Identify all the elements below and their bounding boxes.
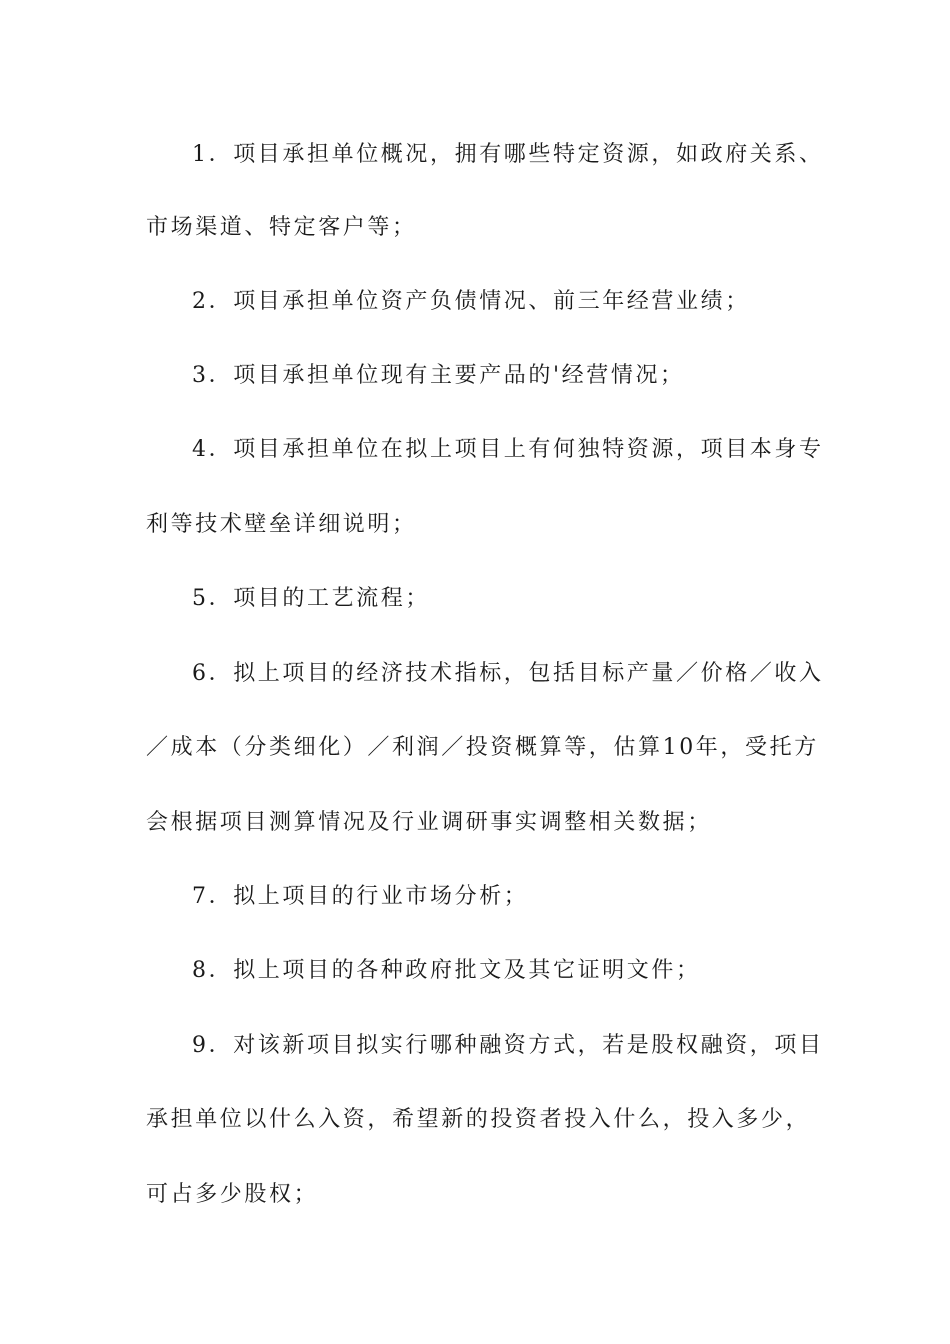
item-4-line-1: 4．项目承担单位在拟上项目上有何独特资源，项目本身专 (192, 437, 824, 462)
item-9-line-3: 可占多少股权； (146, 1182, 319, 1207)
item-6-line-3: 会根据项目测算情况及行业调研事实调整相关数据； (146, 810, 712, 835)
item-9-line-1: 9．对该新项目拟实行哪种融资方式，若是股权融资，项目 (192, 1033, 824, 1058)
item-1-line-1: 1．项目承担单位概况，拥有哪些特定资源，如政府关系、 (192, 142, 824, 167)
item-6-line-2: ／成本（分类细化）／利润／投资概算等，估算10年，受托方 (146, 735, 819, 760)
item-8-line-1: 8．拟上项目的各种政府批文及其它证明文件； (192, 958, 701, 983)
item-4-line-2: 利等技术壁垒详细说明； (146, 512, 417, 537)
item-6-line-1: 6．拟上项目的经济技术指标，包括目标产量／价格／收入 (192, 661, 824, 686)
item-2-line-1: 2．项目承担单位资产负债情况、前三年经营业绩； (192, 289, 750, 314)
item-5-line-1: 5．项目的工艺流程； (192, 586, 430, 611)
item-7-line-1: 7．拟上项目的行业市场分析； (192, 884, 529, 909)
item-3-line-1: 3．项目承担单位现有主要产品的'经营情况； (192, 363, 685, 388)
item-9-line-2: 承担单位以什么入资，希望新的投资者投入什么，投入多少， (146, 1107, 811, 1132)
item-1-line-2: 市场渠道、特定客户等； (146, 215, 417, 240)
